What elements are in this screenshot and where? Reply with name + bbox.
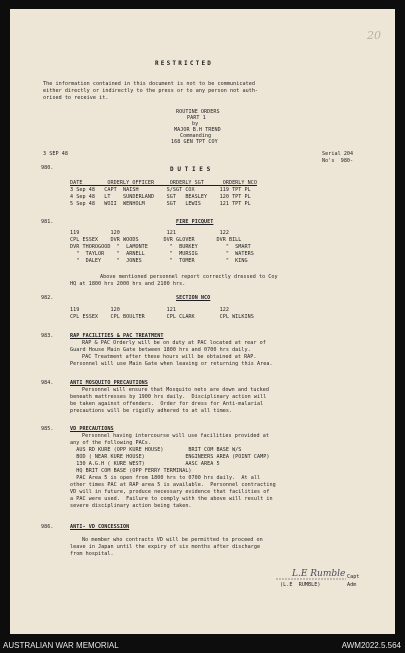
archive-name: AUSTRALIAN WAR MEMORIAL — [3, 641, 119, 650]
picquet-heads: 119 120 121 122 — [70, 230, 229, 236]
picquet-row: DVR THOROGOOD " LAMONTE " BURKEY " SMART — [70, 244, 251, 250]
section-number: 983. — [41, 333, 54, 339]
section-number: 985. — [41, 426, 54, 432]
concession-line: leave in Japan until the expiry of six months after discharge — [70, 544, 261, 550]
mosquito-line: Personnel will ensure that Mosquito nets are down and tucked — [82, 387, 270, 393]
picquet-note: Above mentioned personnel report correctly dressed to Coy — [100, 274, 278, 280]
vd-line: severe disciplinary action being taken. — [70, 503, 192, 509]
signatory-role: Adm — [347, 582, 357, 588]
rap-line: PAC Treatment after these hours will be obtained at RAP. — [82, 354, 257, 360]
restricted-heading: RESTRICTED — [155, 60, 214, 67]
picquet-row: " DALEY " JONES " TOMER " KING — [70, 258, 248, 264]
nco-heads: 119 120 121 122 — [70, 307, 229, 313]
rap-title: RAP FACILITIES & PAC TREATMENT — [70, 333, 164, 339]
mosquito-line: precautions will be rigidly adhered to at all times. — [70, 408, 233, 414]
heading-line: ROUTINE ORDERS — [176, 109, 220, 115]
vd-line: HQ BRIT COM BASE (OPP FERRY TERMINAL) — [70, 468, 192, 474]
rap-line: RAP & PAC Orderly will be on duty at PAC located at rear of — [82, 340, 266, 346]
vd-line: Personnel having intercourse will use facilities provided at — [82, 433, 270, 439]
mosquito-line: beneath mattresses by 1900 hrs daily. Disciplinary action will — [70, 394, 267, 400]
order-date: 3 SEP 48 — [43, 151, 68, 157]
concession-line: from hospital. — [70, 551, 114, 557]
duties-row: 4 Sep 48 LT SUNDERLAND SGT BEASLEY 120 TPT PL — [70, 194, 251, 200]
intro-line: orised to receive it. — [43, 95, 109, 101]
vd-title: VD PRECAUTIONS — [70, 426, 114, 432]
signature-line — [276, 574, 346, 580]
section-number: 984. — [41, 380, 54, 386]
picquet-note: HQ at 1800 hrs 2000 hrs and 2100 hrs. — [70, 281, 186, 287]
serial-number: Serial 204 — [322, 151, 354, 157]
duties-title: D U T I E S — [170, 166, 211, 173]
document-page — [10, 9, 395, 634]
duties-row: 3 Sep 48 CAPT NAISH S/SGT COX 119 TPT PL — [70, 187, 251, 193]
mosquito-title: ANTI MOSQUITO PRECAUTIONS — [70, 380, 148, 386]
heading-line: MAJOR B.H TREND — [174, 127, 221, 133]
intro-line: The information contained in this document is not to be communicated — [43, 81, 255, 87]
heading-line: Commanding — [180, 133, 212, 139]
fire-picquet-title: FIRE PICQUET — [176, 219, 214, 225]
picquet-row: CPL ESSEX DVR WOODS DVR GLOVER DVR BILL — [70, 237, 242, 243]
nco-names: CPL ESSEX CPL BOULTER CPL CLARK CPL WILKINS — [70, 314, 254, 320]
heading-line: PART 1 — [187, 115, 206, 121]
rap-line: Guard House Main Gate between 1800 hrs and 0700 hrs daily. — [70, 347, 251, 353]
duties-row: 5 Sep 48 WOII WENHOLM SGT LEWIS 121 TPT PL — [70, 201, 251, 207]
heading-line: 168 GEN TPT COY — [171, 139, 218, 145]
picquet-row: " TAYLOR " ARNELL " MURSIG " WATERS — [70, 251, 254, 257]
handwritten-signature: L.E Rumble — [292, 569, 346, 579]
duties-header: DATE ORDERLY OFFICER ORDERLY SGT ORDERLY NCO — [70, 180, 258, 186]
section-number: 986. — [41, 524, 54, 530]
section-number: 982. — [41, 295, 54, 301]
signatory-name: (L.E RUMBLE) — [280, 582, 321, 588]
section-number: 980. — [41, 165, 54, 171]
signatory-rank: Capt — [347, 574, 360, 580]
section-number: 981. — [41, 219, 54, 225]
concession-line: No member who contracts VD will be permitted to proceed on — [82, 537, 263, 543]
vd-line: a PAC were used. Failure to comply with the above will result in — [70, 496, 273, 502]
vd-line: 130 A.G.H ( KURE WEST) AASC AREA 5 — [70, 461, 220, 467]
corner-mark: 20 — [367, 29, 381, 42]
order-numbers: No's 980- — [322, 158, 354, 164]
intro-line: either directly or indirectly to the press or to any person not auth- — [43, 88, 259, 94]
section-nco-title: SECTION NCO — [176, 295, 211, 301]
rap-line: Personnel will use Main Gate when leaving or returning this Area. — [70, 361, 273, 367]
vd-line: other times PAC at RAP area 5 is available. Personnel contracting — [70, 482, 276, 488]
vd-line: VD will in future, produce necessary evidence that facilities of — [70, 489, 270, 495]
mosquito-line: be taken against offenders. Order for dress for Anti-malarial — [70, 401, 264, 407]
vd-line: BOD ( NEAR KURE HOUSE) ENGINEERS AREA (POINT CAMP) — [70, 454, 270, 460]
vd-line: AUS RD KURE (OPP KURE HOUSE) BRIT COM BASE W/S — [70, 447, 242, 453]
heading-line: by — [192, 121, 199, 127]
vd-line: any of the following PACs. — [70, 440, 152, 446]
archive-footer — [0, 640, 405, 653]
vd-concession-title: ANTI- VD CONCESSION — [70, 524, 130, 530]
archive-reference: AWM2022.5.564 — [341, 641, 401, 650]
vd-line: PAC Area 5 is open from 1800 hrs to 0700 hrs daily. At all — [70, 475, 261, 481]
